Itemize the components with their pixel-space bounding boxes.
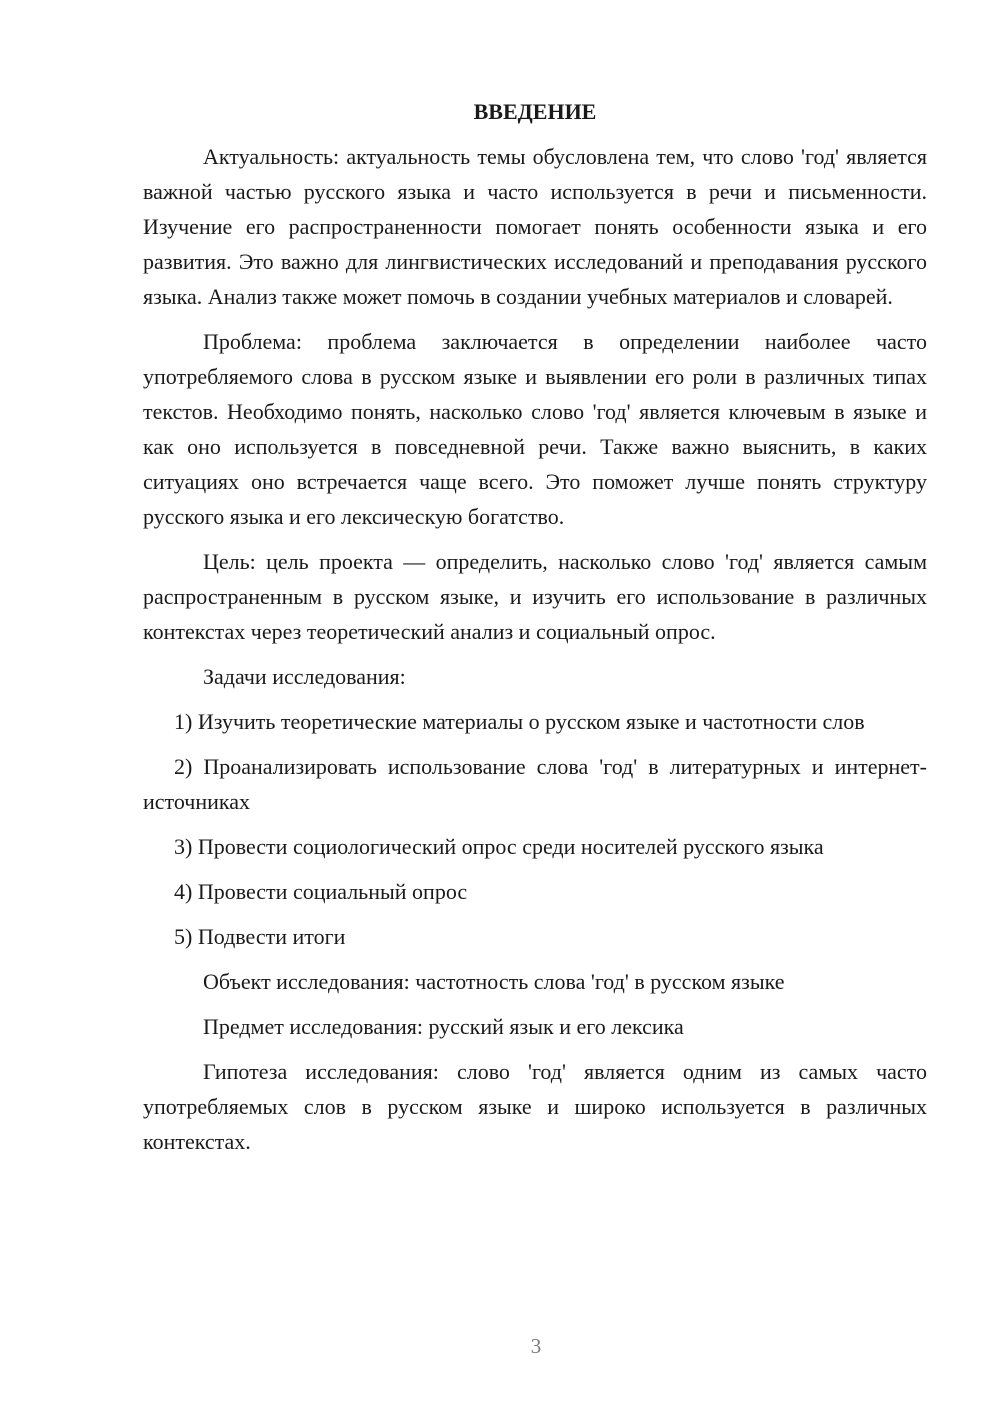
research-object: Объект исследования: частотность слова 'год' в русском языке [203, 969, 785, 994]
page-content [143, 97, 927, 1169]
problem-paragraph: Проблема: проблема заключается в определении наиболее часто употребляемого слова в русском языке и выявлении его роли в различных типах текстов. Необходимо понять, насколько слово 'год' является ключевым в языке и как оно используется в повседневной речи. Также важно выяснить, в каких ситуациях оно встречается чаще всего. Это поможет лучше понять структуру русского языка и его лексическую богатство. [143, 329, 927, 529]
hypothesis-paragraph: Гипотеза исследования: слово 'год' является одним из самых часто употребляемых слов в русском языке и широко используется в различных контекстах. [143, 1059, 927, 1154]
task-item: 3) Провести социологический опрос среди носителей русского языка [174, 834, 824, 859]
goal-paragraph: Цель: цель проекта — определить, насколько слово 'год' является самым распространенным в русском языке, и изучить его использование в различных контекстах через теоретический анализ и социальный опрос. [143, 549, 927, 644]
task-item: 2) Проанализировать использование слова 'год' в литературных и интернет-источниках [143, 754, 927, 814]
tasks-heading: Задачи исследования: [203, 664, 406, 689]
relevance-paragraph: Актуальность: актуальность темы обусловлена тем, что слово 'год' является важной частью русского языка и часто используется в речи и письменности. Изучение его распространенности помогает понять особенности языка и его развития. Это важно для лингвистических исследований и преподавания русского языка. Анализ также может помочь в создании учебных материалов и словарей. [143, 144, 927, 309]
task-item: 5) Подвести итоги [174, 924, 346, 949]
page-number: 3 [530, 1334, 542, 1358]
task-item: 1) Изучить теоретические материалы о русском языке и частотности слов [174, 709, 865, 734]
page-title: ВВЕДЕНИЕ [473, 99, 597, 124]
task-item: 4) Провести социальный опрос [174, 879, 468, 904]
research-subject: Предмет исследования: русский язык и его лексика [203, 1014, 684, 1039]
